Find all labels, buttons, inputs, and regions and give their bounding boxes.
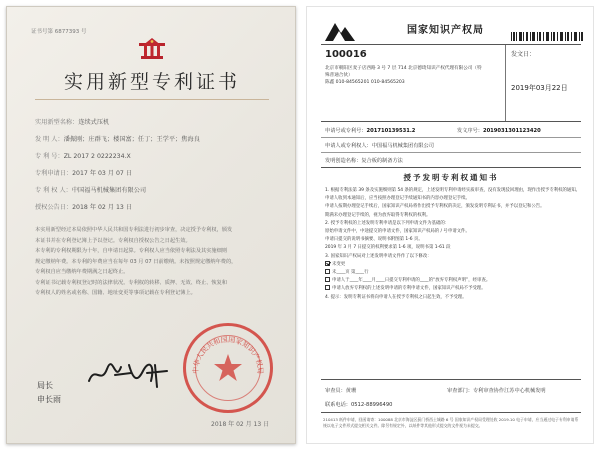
notice-title: 授予发明专利权通知书 <box>403 173 499 182</box>
checkbox-icon <box>325 269 330 274</box>
certificate-issue-date: 2018 年 02 月 13 日 <box>211 421 270 428</box>
application-number: 申请号或专利号：201710139531.2 <box>325 128 416 134</box>
checkbox-checked-icon <box>325 261 330 266</box>
field-grant-date: 授权公告日：2018 年 02 月 13 日 <box>35 204 133 211</box>
notice-body: 1. 根据专利法第 39 条及实施细则第 54 条的规定，上述发明专利申请经实质审查，没有发现驳回理由，现作出授予专利权的通知。 申请人收到本通知后，应当按照办理登记手续通知书的内容办理登记手续。 申请人按期办理登记手续后，国家知识产权局将作出授予专利权的决定，颁发发明专利证书，并予以登记和公告。 期满未办理登记手续的，视为放弃取得专利权的权利。 2. 授予专利权的上述发明专利申请是以下列申请文件为基础的： 原始申请文件中，中途提交的申请文件，国家知识产权局的 / 号申请文件。 申请日提交的说明书摘要、说明书附图第 1-6 页。 2019 年 3 月 7 日提交的权利要求第 1-6 项，说明书第 1-61 段 3. 国家知识产权局对上述发明申请文件作了以下修改： 未变更 未____页 第____行 申请人于____年____月____日提交专利申请的____的“放弃专利权声明”，经审查。 申请人放弃专利权的上述发明申请的专利申请文件，国家知识产权局不予受理。 4. 提示：发明专利证书将向申请人在授予专利权之日起生效，不予受理。 <box>325 188 581 300</box>
footer-rule <box>321 412 581 413</box>
field-patent-number: 专 利 号：ZL 2017 2 0222234.X <box>35 153 131 160</box>
certificate-body-text: 本实用新型经过本局依照中华人民共和国专利法进行初步审查，决定授予专利权，颁发 本证书并在专利登记簿上予以登记。专利权自授权公告之日起生效。 本专利的专利权期限为十年，自申请日起算。专利权人应当依照专利法及其实施细则 规定缴纳年费。本专利的年费应当在每年 03 月 07 日前缴纳。未按照规定缴纳年费的， 专利权自应当缴纳年费期满之日起终止。 专利证书记载专利权登记时的法律状况。专利权的转移、质押、无效、终止、恢复和 专利权人的姓名或名称、国籍、地址变更等事项记载在专利登记簿上。 <box>35 227 237 296</box>
info-rule-1 <box>321 137 581 138</box>
checkbox-icon <box>325 277 330 282</box>
applicant: 申请人或专利权人：中国福马机械集团有限公司 <box>325 143 434 149</box>
option-waiver: 申请人于____年____月____日提交专利申请的____的“放弃专利权声明”，经审查。 <box>325 277 581 285</box>
header-rule <box>321 44 581 45</box>
director-name: 申长雨 <box>37 395 61 404</box>
field-inventors: 发 明 人：潘振刚；庄群飞；楼国富；任丁；王学平；焦海良 <box>35 136 200 143</box>
document-number: 发文序号：2019031301123420 <box>457 128 541 134</box>
postal-code: 100016 <box>325 49 367 60</box>
notice-footer: 210413 纸件申请，回函请寄：100088 北京市海淀区蓟门桥西土城路 6 号 国家知识产权局受理处收 2019.10 电子申请，应当通过电子专利申请系统以电子文件形式提交相关文件。除另有规定外，以纸件等其他形式提交的文件视为未提交。 <box>323 417 579 428</box>
option-abandon: 申请人放弃专利权的上述发明申请的专利申请文件，国家知识产权局不予受理。 <box>325 285 581 293</box>
field-patentee: 专 利 权 人：中国福马机械集团有限公司 <box>35 187 147 194</box>
patent-certificate <box>6 6 296 444</box>
invention-name: 发明创造名称：复合板的制备方法 <box>325 158 403 164</box>
examiner: 审查员：黄珊 <box>325 388 357 394</box>
agency-name: 国家知识产权局 <box>407 25 484 36</box>
info-top-rule <box>321 121 581 122</box>
field-utility-name: 实用新型名称：连续式压机 <box>35 119 110 126</box>
seal-text: 中华人民共和国国家知识产权局 <box>191 335 265 375</box>
checkbox-icon <box>325 285 330 290</box>
certificate-title: 实用新型专利证书 <box>63 71 240 93</box>
national-emblem-icon <box>138 34 166 60</box>
info-rule-2 <box>321 152 581 153</box>
certificate-number: 证书号第 6877393 号 <box>31 29 87 35</box>
recipient-address: 北京市朝阳区麦子店西路 3 号 7 层 714 北京德琦知识产权代理有限公司（特殊普通合伙） 陈鑫 010-84565201 010-84565203 <box>325 66 482 85</box>
option-unchanged: 未变更 <box>325 261 581 269</box>
signature-block <box>37 379 61 407</box>
send-date-label: 发文日： <box>511 51 536 58</box>
send-date: 2019年03月22日 <box>511 84 568 92</box>
field-application-date: 专利申请日：2017 年 03 月 07 日 <box>35 170 133 177</box>
director-signature-icon <box>85 359 171 391</box>
examination-dept: 审查部门：专利审查协作江苏中心机械发明 <box>447 388 546 394</box>
director-title: 局长 <box>37 381 53 390</box>
contact-phone: 联系电话：0512-88996490 <box>325 402 393 408</box>
header-divider <box>505 45 506 121</box>
official-seal <box>183 323 273 413</box>
star-emblem-icon <box>211 351 245 385</box>
cnipa-logo-icon <box>323 21 357 43</box>
info-bottom-rule <box>321 167 581 168</box>
barcode-icon <box>511 32 583 41</box>
title-divider <box>35 99 269 100</box>
option-page-line: 未____页 第____行 <box>325 269 581 277</box>
grant-notice <box>306 6 594 444</box>
examiner-top-rule <box>321 379 581 380</box>
